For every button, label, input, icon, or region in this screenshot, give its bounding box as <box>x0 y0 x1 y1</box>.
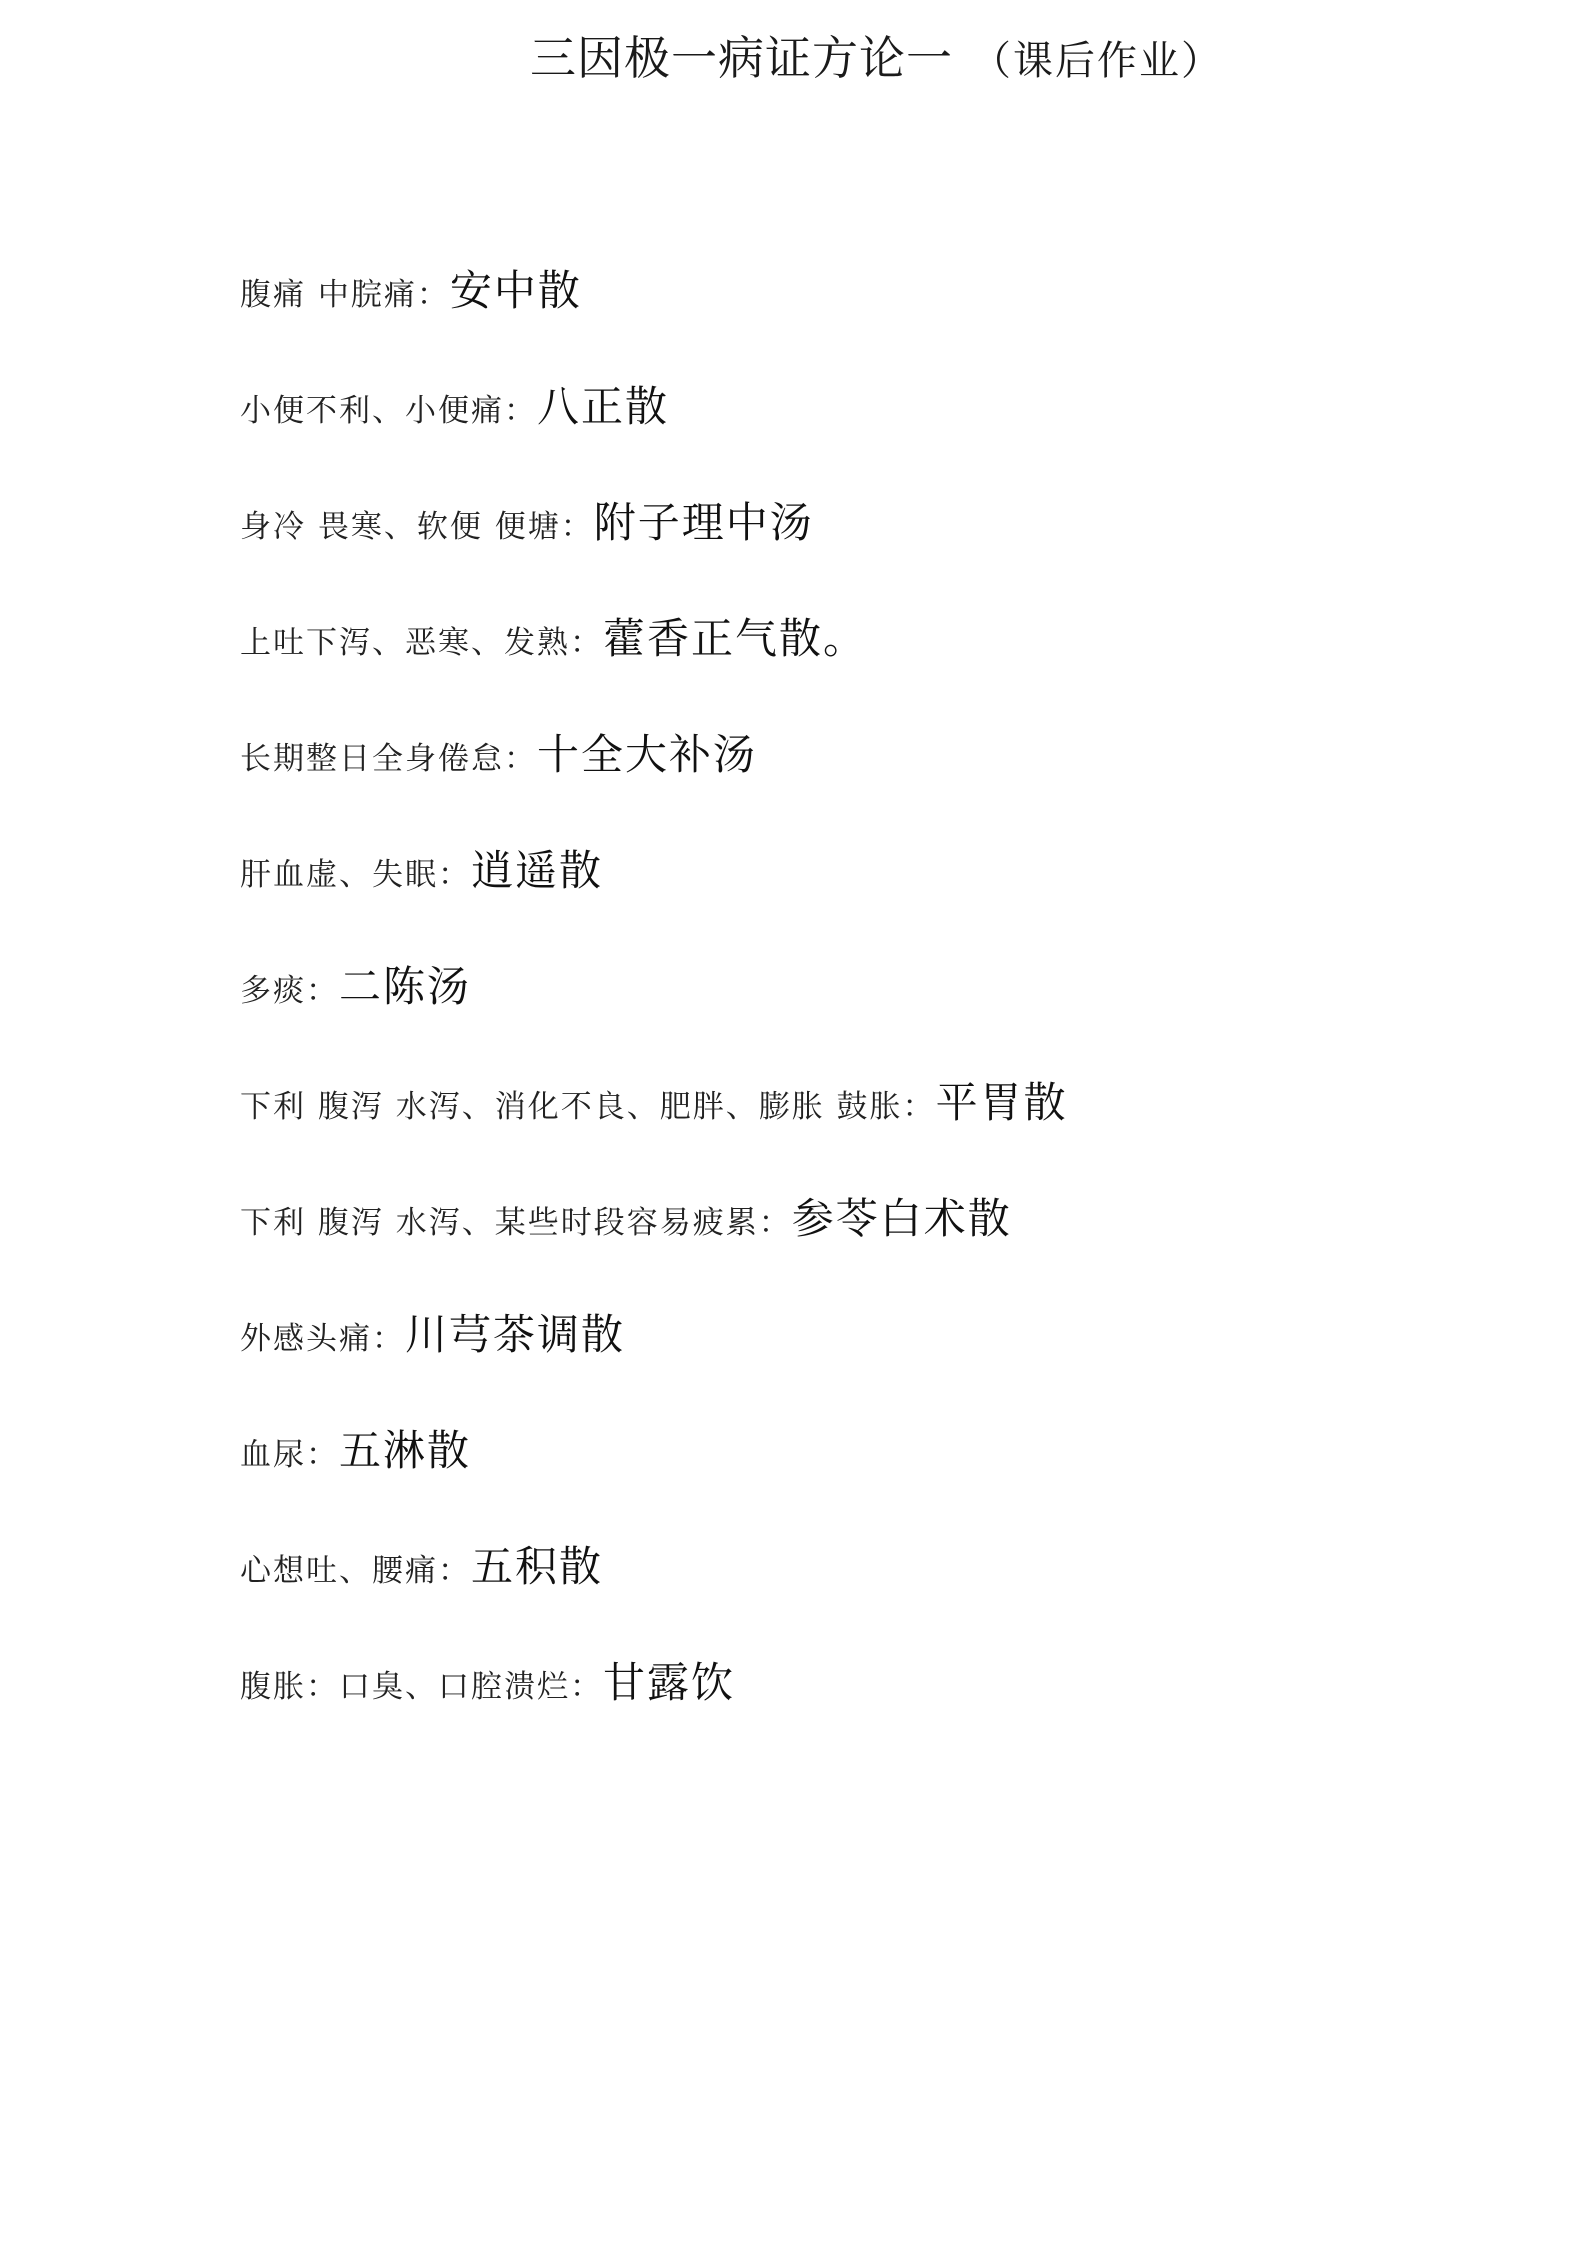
symptom-text: 心想吐、腰痛： <box>240 1553 471 1589</box>
list-item <box>240 1650 1490 1766</box>
remedy-name: 附子理中汤 <box>593 498 814 547</box>
title-subtitle: （课后作业） <box>971 38 1223 84</box>
symptom-text: 肝血虚、失眠： <box>240 857 471 893</box>
remedy-name: 二陈汤 <box>339 962 472 1011</box>
symptom-text: 血尿： <box>240 1437 339 1473</box>
remedy-name: 八正散 <box>537 382 670 431</box>
remedy-name: 五淋散 <box>339 1426 472 1475</box>
symptom-text: 下利 腹泻 水泻、消化不良、肥胖、膨胀 鼓胀： <box>240 1089 936 1125</box>
list-item <box>240 606 1490 722</box>
remedy-name: 安中散 <box>449 266 582 315</box>
remedy-name: 平胃散 <box>935 1078 1068 1127</box>
symptom-text: 长期整日全身倦怠： <box>240 741 537 777</box>
list-item <box>240 258 1490 374</box>
list-item <box>240 722 1490 838</box>
remedy-name: 川芎茶调散 <box>405 1310 626 1359</box>
symptom-text: 上吐下泻、恶寒、发熟： <box>240 625 603 661</box>
symptom-text: 腹胀：口臭、口腔溃烂： <box>240 1669 603 1705</box>
symptom-text: 身冷 畏寒、软便 便塘： <box>240 509 594 545</box>
remedy-name: 甘露饮 <box>603 1658 736 1707</box>
title-main: 三因极一病证方论一 <box>530 31 953 85</box>
list-item <box>240 1186 1490 1302</box>
remedy-name: 逍遥散 <box>471 846 604 895</box>
list-item <box>240 374 1490 490</box>
page-title <box>530 30 1223 97</box>
remedy-name: 藿香正气散。 <box>603 614 868 663</box>
remedy-name: 参苓白术散 <box>791 1194 1012 1243</box>
remedy-name: 五积散 <box>471 1542 604 1591</box>
remedy-list <box>240 258 1490 1766</box>
list-item <box>240 490 1490 606</box>
remedy-name: 十全大补汤 <box>537 730 758 779</box>
list-item <box>240 1418 1490 1534</box>
symptom-text: 小便不利、小便痛： <box>240 393 537 429</box>
list-item <box>240 954 1490 1070</box>
symptom-text: 外感头痛： <box>240 1321 405 1357</box>
symptom-text: 下利 腹泻 水泻、某些时段容易疲累： <box>240 1205 792 1241</box>
symptom-text: 多痰： <box>240 973 339 1009</box>
list-item <box>240 1534 1490 1650</box>
symptom-text: 腹痛 中脘痛： <box>240 277 450 313</box>
list-item <box>240 838 1490 954</box>
list-item <box>240 1070 1490 1186</box>
list-item <box>240 1302 1490 1418</box>
